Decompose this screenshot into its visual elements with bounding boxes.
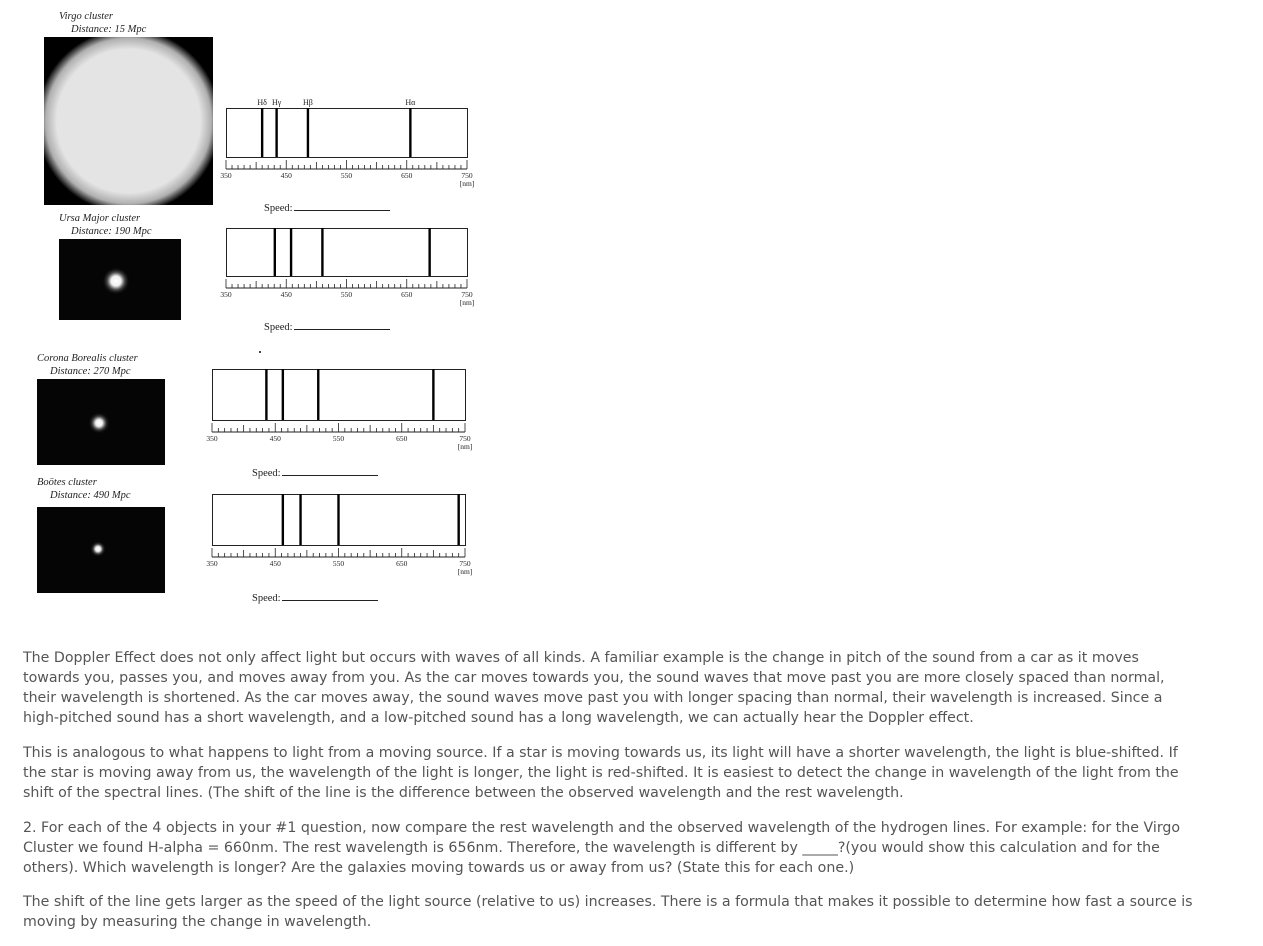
speed-label: Speed: bbox=[264, 203, 293, 214]
ruler-unit-label: [nm] bbox=[457, 442, 473, 451]
paragraph-shift-formula: The shift of the line gets larger as the speed of the light source (relative to us) increases. There is a formula that makes it possible to determine how fast a source is moving by measuring the change in wavelength. bbox=[23, 894, 1193, 930]
stray-dot bbox=[259, 351, 261, 353]
cluster-name-ursa-major: Ursa Major cluster bbox=[59, 213, 141, 224]
cluster-image-bootes bbox=[37, 507, 165, 593]
ruler-tick-label: 750 bbox=[459, 434, 471, 443]
ruler-tick-label: 550 bbox=[332, 434, 345, 443]
spectral-line-label: Hα bbox=[405, 98, 416, 107]
cluster-distance-virgo: Distance: 15 Mpc bbox=[71, 24, 147, 35]
cluster-name-corona-borealis: Corona Borealis cluster bbox=[37, 353, 138, 364]
spectrum-bootes bbox=[205, 482, 477, 579]
spectrum-corona-borealis bbox=[205, 357, 477, 454]
speed-blank-bootes[interactable] bbox=[252, 592, 378, 604]
ruler-tick-label: 750 bbox=[461, 290, 473, 299]
ruler-unit-label: [nm] bbox=[459, 298, 475, 307]
spectrum-ursa-major bbox=[219, 216, 479, 310]
spectral-line-label: Hγ bbox=[271, 98, 282, 107]
speed-blank-ursa-major[interactable] bbox=[264, 321, 390, 333]
cluster-distance-corona-borealis: Distance: 270 Mpc bbox=[50, 366, 131, 377]
ruler-tick-label: 450 bbox=[280, 290, 292, 299]
cluster-name-virgo: Virgo cluster bbox=[59, 11, 113, 22]
ruler-tick-label: 550 bbox=[332, 559, 345, 568]
cluster-image-ursa-major bbox=[59, 239, 181, 320]
speed-blank-corona-borealis[interactable] bbox=[252, 467, 378, 479]
ruler-unit-label: [nm] bbox=[457, 567, 473, 576]
spectral-line-label: Hβ bbox=[303, 98, 313, 107]
ruler-tick-label: 550 bbox=[340, 290, 353, 299]
spectrum-box bbox=[213, 370, 466, 421]
speed-label: Speed: bbox=[252, 593, 281, 604]
ursa-major-galaxy-image bbox=[59, 239, 181, 320]
ruler-tick-label: 550 bbox=[340, 171, 353, 180]
ruler-tick-label: 750 bbox=[459, 559, 471, 568]
corona-borealis-galaxy-image bbox=[37, 379, 165, 465]
ruler-tick-label: 750 bbox=[461, 171, 473, 180]
bootes-galaxy-image bbox=[37, 507, 165, 593]
paragraph-question-2: 2. For each of the 4 objects in your #1 question, now compare the rest wavelength and the observed wavelength of the hydrogen lines. For example: for the Virgo Cluster we found H-alpha = 660nm. The rest wavelength is 656nm. Therefore, the wavelength is different by _____?(you would show this calculation and for the others). Which wavelength is longer? Are the galaxies moving towards us or away from us? (State this for each one.) bbox=[23, 820, 1181, 876]
speed-blank-virgo[interactable] bbox=[264, 202, 390, 214]
spectrum-box bbox=[227, 229, 468, 277]
ruler-tick-label: 650 bbox=[401, 290, 413, 299]
ruler-tick-label: 350 bbox=[206, 559, 218, 568]
cluster-image-corona-borealis bbox=[37, 379, 165, 465]
ruler-tick-label: 450 bbox=[280, 171, 292, 180]
cluster-distance-ursa-major: Distance: 190 Mpc bbox=[71, 226, 152, 237]
ruler-tick-label: 350 bbox=[220, 290, 232, 299]
paragraph-doppler-sound: The Doppler Effect does not only affect light but occurs with waves of all kinds. A familiar example is the change in pitch of the sound from a car as it moves towards you, passes you, and moves away from you. As the car moves towards you, the sound waves that move past you are more closely spaced than normal, their wavelength is shortened. As the car moves away, the sound waves move past you with longer spacing than normal, their wavelength is increased. Since a high-pitched sound has a short wavelength, and a low-pitched sound has a long wavelength, we can actually hear the Doppler effect. bbox=[23, 650, 1165, 726]
ruler-tick-label: 350 bbox=[220, 171, 232, 180]
ruler-tick-label: 650 bbox=[396, 434, 408, 443]
ruler-tick-label: 650 bbox=[396, 559, 408, 568]
speed-label: Speed: bbox=[264, 322, 293, 333]
ruler-tick-label: 650 bbox=[401, 171, 413, 180]
cluster-distance-bootes: Distance: 490 Mpc bbox=[50, 490, 131, 501]
ruler-tick-label: 450 bbox=[269, 559, 281, 568]
cluster-name-bootes: Boötes cluster bbox=[37, 477, 97, 488]
paragraph-doppler-light: This is analogous to what happens to light from a moving source. If a star is moving towards us, its light will have a shorter wavelength, the light is blue-shifted. If the star is moving away from us, the wavelength of the light is longer, the light is red-shifted. It is easiest to detect the change in wavelength of the light from the shift of the spectral lines. (The shift of the line is the difference between the observed wavelength and the rest wavelength. bbox=[23, 745, 1179, 801]
cluster-image-virgo bbox=[44, 37, 213, 205]
ruler-tick-label: 350 bbox=[206, 434, 218, 443]
ruler-tick-label: 450 bbox=[269, 434, 281, 443]
speed-label: Speed: bbox=[252, 468, 281, 479]
spectrum-virgo bbox=[219, 95, 479, 191]
virgo-galaxy-image bbox=[44, 37, 213, 205]
spectral-line-label: Hδ bbox=[257, 98, 267, 107]
ruler-unit-label: [nm] bbox=[459, 179, 475, 188]
